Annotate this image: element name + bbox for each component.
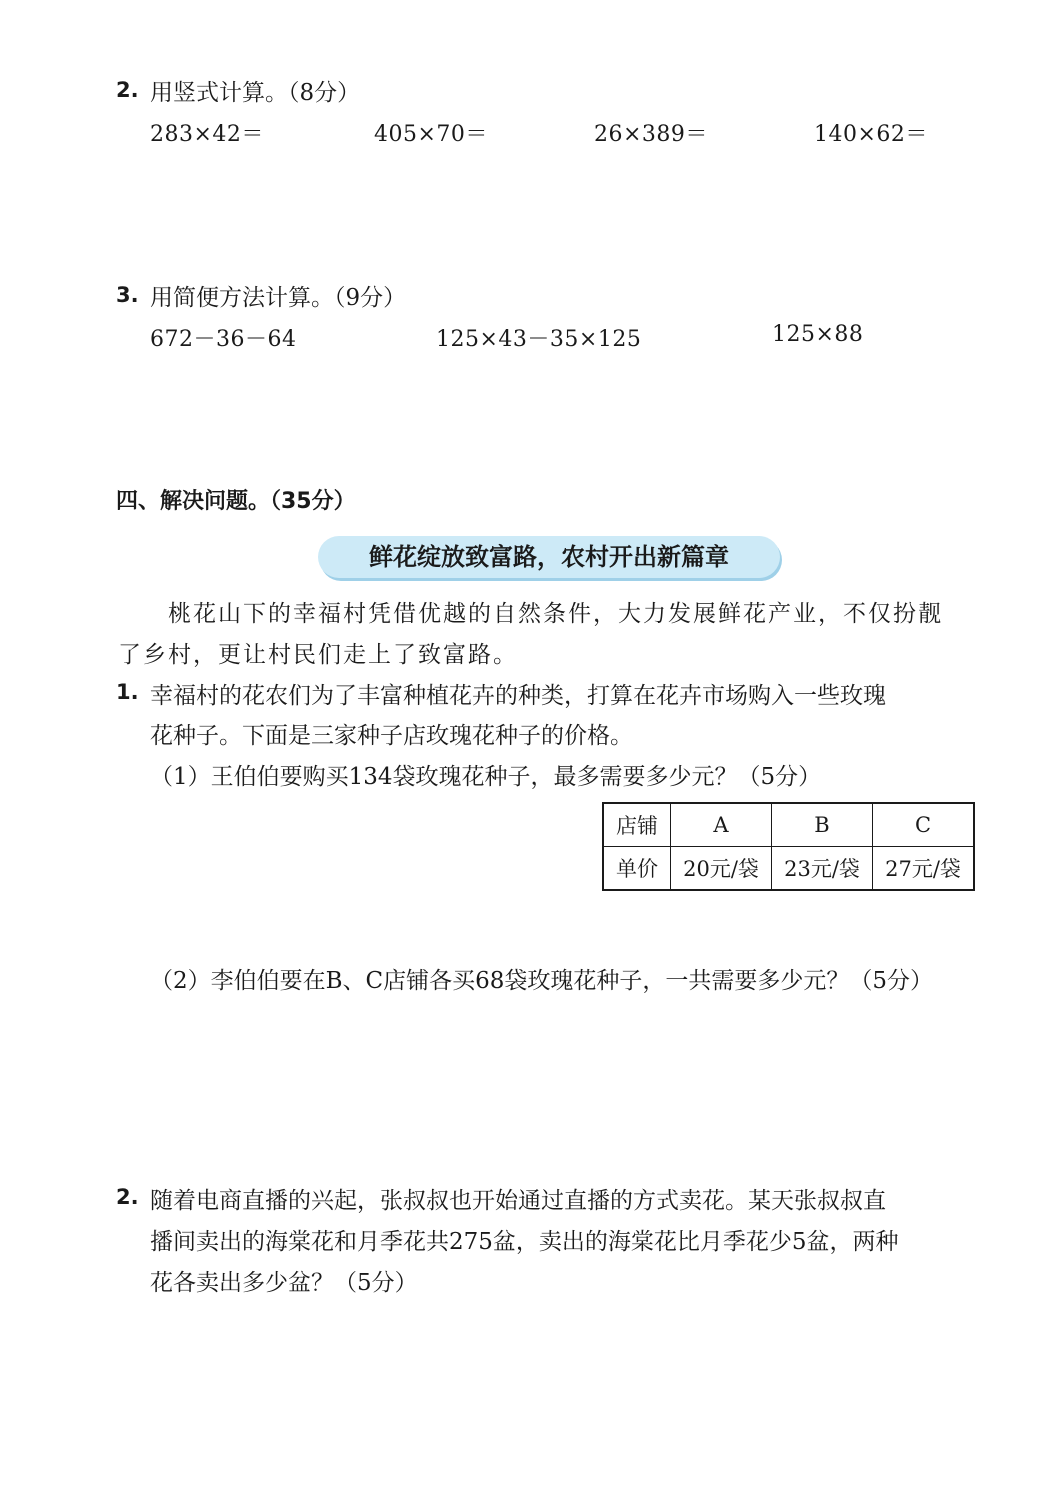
expression-283x42: 283×42＝ xyxy=(150,122,264,147)
question-3-number: 3. xyxy=(116,283,139,307)
table-store-a: A xyxy=(671,803,772,847)
table-header-store: 店铺 xyxy=(603,803,671,847)
problem-1-subquestion-2: （2）李伯伯要在B、C店铺各买68袋玫瑰花种子，一共需要多少元？（5分） xyxy=(150,968,934,994)
question-2-title: 用竖式计算。（8分） xyxy=(150,80,361,106)
table-store-c: C xyxy=(873,803,975,847)
expression-140x62: 140×62＝ xyxy=(814,122,928,147)
expression-26x389: 26×389＝ xyxy=(594,122,708,147)
expression-125x43-35x125: 125×43－35×125 xyxy=(436,327,642,352)
section-4-title: 四、解决问题。（35分） xyxy=(116,489,356,514)
table-header-price: 单价 xyxy=(603,847,671,891)
problem-2-line-2: 播间卖出的海棠花和月季花共275盆，卖出的海棠花比月季花少5盆，两种 xyxy=(150,1229,899,1255)
problem-2-number: 2. xyxy=(116,1185,139,1209)
table-price-b: 23元/袋 xyxy=(772,847,873,891)
problem-1-number: 1. xyxy=(116,680,139,704)
seed-price-table xyxy=(602,802,975,891)
problem-1-line-1: 幸福村的花农们为了丰富种植花卉的种类，打算在花卉市场购入一些玫瑰 xyxy=(150,683,886,709)
table-row xyxy=(603,847,974,891)
table-store-b: B xyxy=(772,803,873,847)
expression-672-36-64: 672－36－64 xyxy=(150,327,297,352)
problem-1-subquestion-1: （1）王伯伯要购买134袋玫瑰花种子，最多需要多少元？（5分） xyxy=(150,764,822,790)
expression-125x88: 125×88 xyxy=(772,322,864,347)
expression-405x70: 405×70＝ xyxy=(374,122,488,147)
question-2-number: 2. xyxy=(116,78,139,102)
problem-1-line-2: 花种子。下面是三家种子店玫瑰花种子的价格。 xyxy=(150,723,633,749)
question-3-title: 用简便方法计算。（9分） xyxy=(150,285,407,311)
table-price-c: 27元/袋 xyxy=(873,847,975,891)
intro-paragraph-line-2: 了乡村，更让村民们走上了致富路。 xyxy=(118,642,518,668)
intro-paragraph-line-1: 桃花山下的幸福村凭借优越的自然条件，大力发展鲜花产业，不仅扮靓 xyxy=(168,601,943,627)
theme-banner: 鲜花绽放致富路，农村开出新篇章 xyxy=(318,536,780,578)
table-price-a: 20元/袋 xyxy=(671,847,772,891)
problem-2-line-1: 随着电商直播的兴起，张叔叔也开始通过直播的方式卖花。某天张叔叔直 xyxy=(150,1188,886,1214)
problem-2-line-3: 花各卖出多少盆？（5分） xyxy=(150,1270,418,1296)
table-row xyxy=(603,803,974,847)
